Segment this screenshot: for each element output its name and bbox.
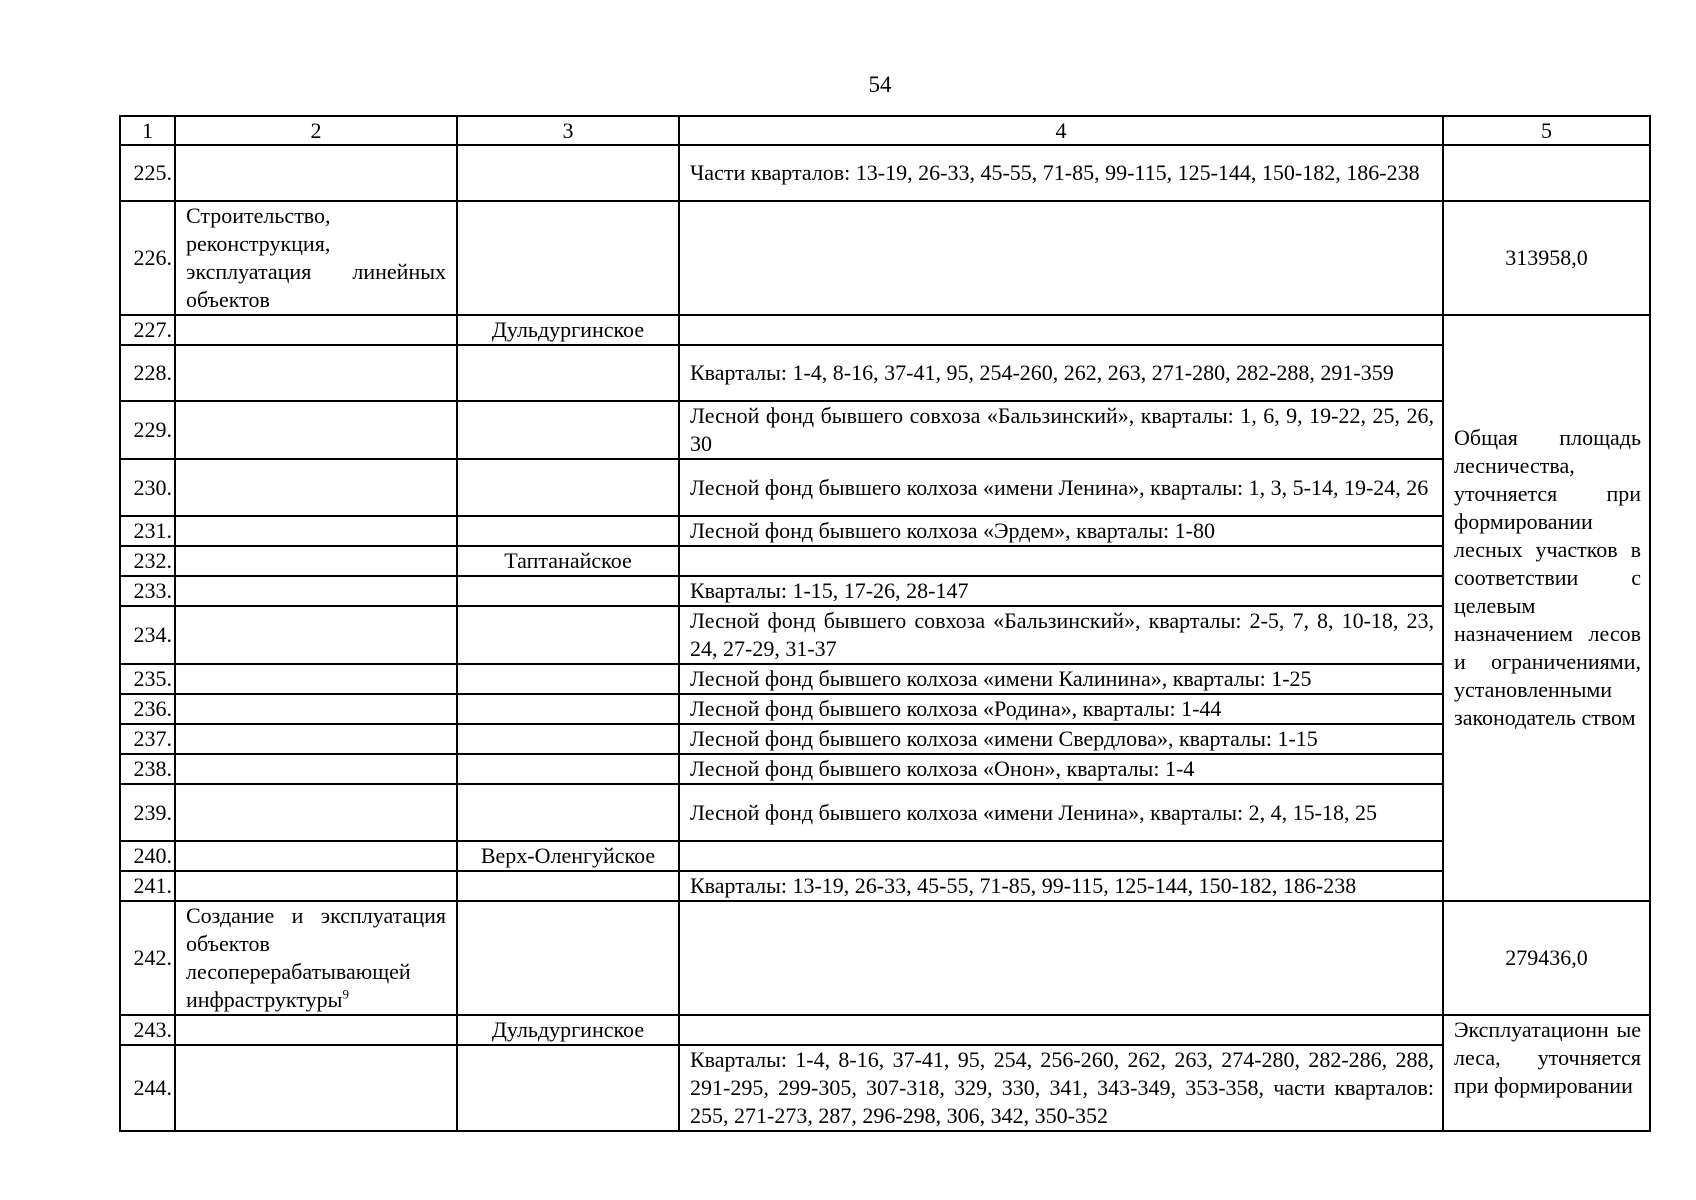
purpose-cell: Строительство, реконструкция, эксплуатация линейных объектов (175, 201, 457, 315)
quarters-cell: Лесной фонд бывшего совхоза «Бальзинский», кварталы: 2-5, 7, 8, 10-18, 23, 24, 27-29, 31-37 (679, 606, 1443, 664)
forestry-cell (457, 401, 679, 459)
quarters-cell: Лесной фонд бывшего колхоза «имени Ленина», кварталы: 2, 4, 15-18, 25 (679, 784, 1443, 841)
header-cell-5: 5 (1443, 116, 1650, 145)
quarters-cell (679, 1015, 1443, 1045)
row-number: 233. (120, 576, 175, 606)
forestry-cell: Дульдургинское (457, 315, 679, 345)
purpose-cell (175, 546, 457, 576)
area-cell: 313958,0 (1443, 201, 1650, 315)
purpose-cell (175, 606, 457, 664)
table-row (120, 459, 1650, 516)
area-cell: 279436,0 (1443, 901, 1650, 1015)
quarters-cell: Лесной фонд бывшего совхоза «Бальзинский», кварталы: 1, 6, 9, 19-22, 25, 26, 30 (679, 401, 1443, 459)
quarters-cell (679, 546, 1443, 576)
page-number: 54 (868, 72, 892, 97)
row-number: 226. (120, 201, 175, 315)
row-number: 236. (120, 694, 175, 724)
forestry-cell: Дульдургинское (457, 1015, 679, 1045)
forestry-cell (457, 724, 679, 754)
row-number: 237. (120, 724, 175, 754)
purpose-cell (175, 784, 457, 841)
purpose-cell (175, 754, 457, 784)
header-cell-1: 1 (120, 116, 175, 145)
purpose-cell (175, 576, 457, 606)
row-number: 241. (120, 871, 175, 901)
table-row (120, 201, 1650, 315)
forestry-cell (457, 871, 679, 901)
table-row (120, 315, 1650, 345)
forestry-cell (457, 784, 679, 841)
forestry-cell (457, 901, 679, 1015)
quarters-cell: Части кварталов: 13-19, 26-33, 45-55, 71-85, 99-115, 125-144, 150-182, 186-238 (679, 145, 1443, 201)
forestry-cell (457, 516, 679, 546)
row-number: 240. (120, 841, 175, 871)
quarters-cell: Лесной фонд бывшего колхоза «имени Ленина», кварталы: 1, 3, 5-14, 19-24, 26 (679, 459, 1443, 516)
quarters-cell: Лесной фонд бывшего колхоза «Родина», кварталы: 1-44 (679, 694, 1443, 724)
quarters-cell: Лесной фонд бывшего колхоза «имени Калинина», кварталы: 1-25 (679, 664, 1443, 694)
table-row (120, 871, 1650, 901)
area-cell (1443, 145, 1650, 201)
table-row (120, 401, 1650, 459)
purpose-cell (175, 841, 457, 871)
purpose-cell (175, 1045, 457, 1131)
purpose-text: Создание и эксплуатация объектов лесоперерабатывающей инфраструктуры (186, 903, 446, 1012)
quarters-cell (679, 901, 1443, 1015)
table-row (120, 1015, 1650, 1045)
forestry-cell (457, 345, 679, 401)
quarters-cell: Кварталы: 1-15, 17-26, 28-147 (679, 576, 1443, 606)
header-cell-3: 3 (457, 116, 679, 145)
quarters-cell: Лесной фонд бывшего колхоза «имени Свердлова», кварталы: 1-15 (679, 724, 1443, 754)
header-cell-2: 2 (175, 116, 457, 145)
quarters-cell (679, 841, 1443, 871)
quarters-cell (679, 201, 1443, 315)
row-number: 234. (120, 606, 175, 664)
quarters-cell: Лесной фонд бывшего колхоза «Эрдем», кварталы: 1-80 (679, 516, 1443, 546)
forestry-cell (457, 694, 679, 724)
forestry-cell (457, 606, 679, 664)
row-number: 229. (120, 401, 175, 459)
purpose-cell (175, 724, 457, 754)
row-number: 227. (120, 315, 175, 345)
row-number: 242. (120, 901, 175, 1015)
table-row (120, 546, 1650, 576)
table-row (120, 576, 1650, 606)
purpose-cell (175, 1015, 457, 1045)
forestry-cell (457, 201, 679, 315)
forestry-cell (457, 664, 679, 694)
purpose-cell (175, 664, 457, 694)
purpose-cell (175, 345, 457, 401)
forestry-cell (457, 145, 679, 201)
table-row (120, 145, 1650, 201)
row-number: 235. (120, 664, 175, 694)
purpose-cell (175, 694, 457, 724)
table-row (120, 664, 1650, 694)
table-row (120, 754, 1650, 784)
merged-area-note-2: Эксплуатационн ые леса, уточняется при формировании (1443, 1015, 1650, 1131)
quarters-cell (679, 315, 1443, 345)
purpose-cell (175, 315, 457, 345)
row-number: 239. (120, 784, 175, 841)
table-row (120, 841, 1650, 871)
table-row (120, 606, 1650, 664)
table-row (120, 784, 1650, 841)
forestry-cell (457, 1045, 679, 1131)
table-row (120, 694, 1650, 724)
row-number: 228. (120, 345, 175, 401)
header-row (120, 116, 1650, 145)
table-row (120, 901, 1650, 1015)
purpose-cell (175, 145, 457, 201)
row-number: 232. (120, 546, 175, 576)
forestry-cell: Верх-Оленгуйское (457, 841, 679, 871)
table-row (120, 1045, 1650, 1131)
header-cell-4: 4 (679, 116, 1443, 145)
forestry-cell (457, 459, 679, 516)
forestry-cell (457, 754, 679, 784)
row-number: 230. (120, 459, 175, 516)
forestry-cell: Таптанайское (457, 546, 679, 576)
row-number: 243. (120, 1015, 175, 1045)
row-number: 238. (120, 754, 175, 784)
quarters-cell: Кварталы: 1-4, 8-16, 37-41, 95, 254-260, 262, 263, 271-280, 282-288, 291-359 (679, 345, 1443, 401)
purpose-cell (175, 401, 457, 459)
row-number: 225. (120, 145, 175, 201)
table-row (120, 724, 1650, 754)
purpose-cell (175, 459, 457, 516)
table-row (120, 516, 1650, 546)
quarters-cell: Лесной фонд бывшего колхоза «Онон», кварталы: 1-4 (679, 754, 1443, 784)
merged-area-note: Общая площадь лесничества, уточняется при формировании лесных участков в соответствии с целевым назначением лесов и ограничениями, установленными законодатель ством (1443, 315, 1650, 901)
purpose-cell (175, 516, 457, 546)
quarters-cell: Кварталы: 13-19, 26-33, 45-55, 71-85, 99-115, 125-144, 150-182, 186-238 (679, 871, 1443, 901)
purpose-cell (175, 871, 457, 901)
forestry-cell (457, 576, 679, 606)
row-number: 244. (120, 1045, 175, 1131)
table-row (120, 345, 1650, 401)
forest-table (119, 115, 1651, 1132)
quarters-cell: Кварталы: 1-4, 8-16, 37-41, 95, 254, 256-260, 262, 263, 274-280, 282-286, 288, 291-295, 299-305, 307-318, 329, 330, 341, 343-349, 353-358, части кварталов: 255, 271-273, 287, 296-298, 306, 342, 350-352 (679, 1045, 1443, 1131)
footnote-mark: 9 (342, 986, 349, 1002)
purpose-cell (175, 901, 457, 1015)
row-number: 231. (120, 516, 175, 546)
